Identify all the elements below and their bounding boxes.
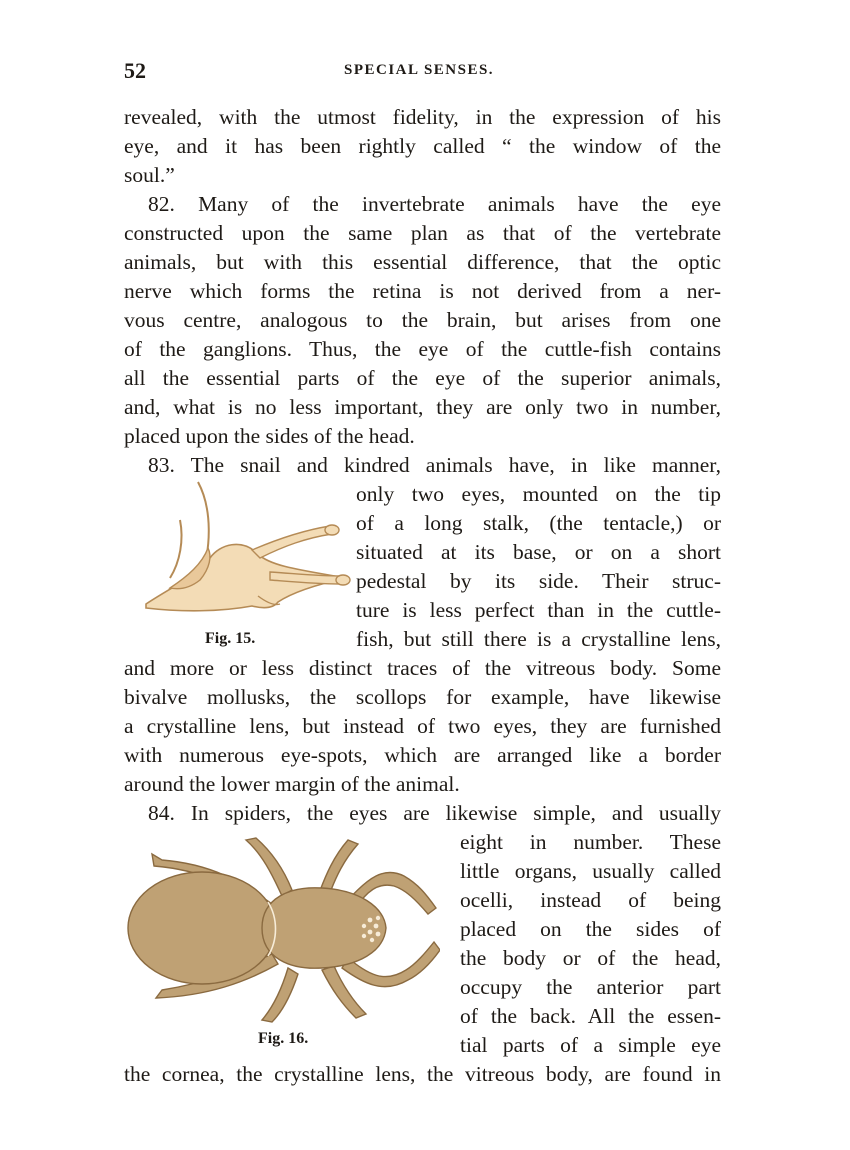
text-line: revealed, with the utmost fidelity, in the expression of his bbox=[124, 105, 721, 129]
text-line: 82. Many of the invertebrate animals have the eye bbox=[148, 192, 721, 216]
text-line: pedestal by its side. Their struc- bbox=[356, 569, 721, 593]
text-line: constructed upon the same plan as that of the vertebrate bbox=[124, 221, 721, 245]
page-number: 52 bbox=[124, 58, 146, 83]
running-title: SPECIAL SENSES. bbox=[344, 62, 495, 78]
figure-caption: Fig. 15. bbox=[205, 630, 256, 647]
text-line: and, what is no less important, they are only two in number, bbox=[124, 395, 721, 419]
text-line: with numerous eye-spots, which are arranged like a border bbox=[124, 743, 721, 767]
text-line: around the lower margin of the animal. bbox=[124, 772, 460, 796]
snail-illustration bbox=[140, 478, 352, 620]
figure-caption: Fig. 16. bbox=[258, 1030, 309, 1047]
text-line: of the ganglions. Thus, the eye of the cuttle-fish contains bbox=[124, 337, 721, 361]
text-line: placed upon the sides of the head. bbox=[124, 424, 415, 448]
text-line: eye, and it has been rightly called “ the window of the bbox=[124, 134, 721, 158]
text-line: fish, but still there is a crystalline lens, bbox=[356, 627, 721, 651]
text-line: 84. In spiders, the eyes are likewise simple, and usually bbox=[148, 801, 721, 825]
text-line: all the essential parts of the eye of the superior animals, bbox=[124, 366, 721, 390]
text-line: situated at its base, or on a short bbox=[356, 540, 721, 564]
text-line: eight in number. These bbox=[460, 830, 721, 854]
text-line: little organs, usually called bbox=[460, 859, 721, 883]
text-line: bivalve mollusks, the scollops for example, have likewise bbox=[124, 685, 721, 709]
text-line: placed on the sides of bbox=[460, 917, 721, 941]
text-line: ture is less perfect than in the cuttle- bbox=[356, 598, 721, 622]
text-line: nerve which forms the retina is not derived from a ner- bbox=[124, 279, 721, 303]
text-line: the body or of the head, bbox=[460, 946, 721, 970]
text-line: 83. The snail and kindred animals have, in like manner, bbox=[148, 453, 721, 477]
text-line: tial parts of a simple eye bbox=[460, 1033, 721, 1057]
text-line: a crystalline lens, but instead of two eyes, they are furnished bbox=[124, 714, 721, 738]
text-line: of the back. All the essen- bbox=[460, 1004, 721, 1028]
text-line: and more or less distinct traces of the vitreous body. Some bbox=[124, 656, 721, 680]
text-line: the cornea, the crystalline lens, the vitreous body, are found in bbox=[124, 1062, 721, 1086]
text-line: vous centre, analogous to the brain, but arises from one bbox=[124, 308, 721, 332]
text-line: ocelli, instead of being bbox=[460, 888, 721, 912]
text-line: only two eyes, mounted on the tip bbox=[356, 482, 721, 506]
text-line: soul.” bbox=[124, 163, 175, 187]
spider-illustration bbox=[122, 834, 440, 1024]
text-line: of a long stalk, (the tentacle,) or bbox=[356, 511, 721, 535]
text-line: animals, but with this essential difference, that the optic bbox=[124, 250, 721, 274]
text-line: occupy the anterior part bbox=[460, 975, 721, 999]
